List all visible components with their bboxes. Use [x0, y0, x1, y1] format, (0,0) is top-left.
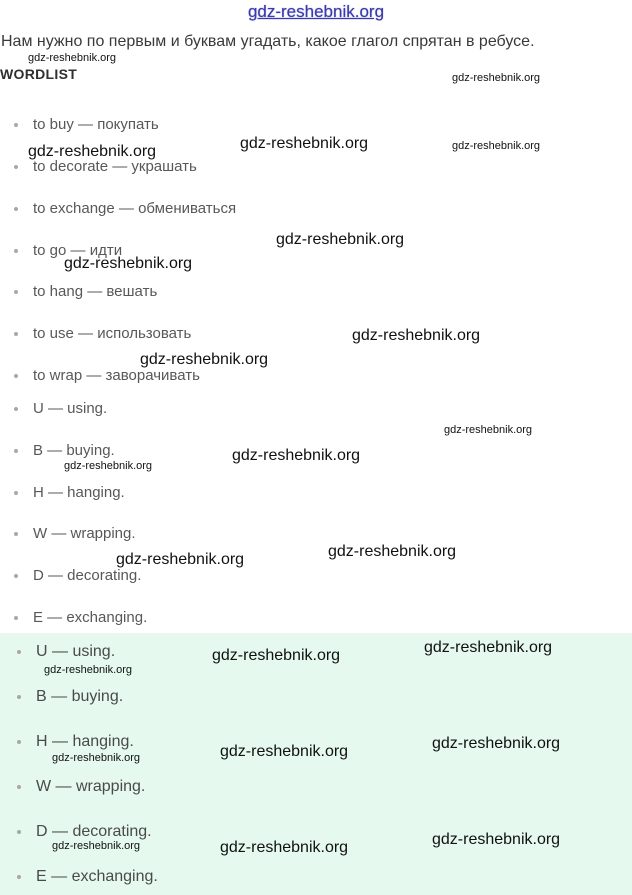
- bullet-icon: [17, 650, 21, 654]
- watermark: gdz-reshebnik.org: [432, 735, 561, 752]
- letter-item-text: U — using.: [33, 400, 108, 417]
- task-instruction: Нам нужно по первым и буквам угадать, какое глагол спрятан в ребусе.: [1, 33, 535, 50]
- wordlist-item: [14, 367, 200, 384]
- answer-item: [17, 868, 158, 886]
- answer-item: [17, 733, 134, 751]
- letter-item: [14, 484, 125, 501]
- watermark: gdz-reshebnik.org: [328, 543, 457, 560]
- site-header-link[interactable]: gdz-reshebnik.org: [247, 2, 385, 21]
- watermark: gdz-reshebnik.org: [232, 447, 361, 464]
- answer-item-text: E — exchanging.: [36, 868, 158, 885]
- letter-item: [14, 442, 115, 459]
- watermark: gdz-reshebnik.org: [52, 840, 141, 852]
- bullet-icon: [14, 332, 18, 336]
- watermark: gdz-reshebnik.org: [240, 135, 369, 152]
- answer-item-text: B — buying.: [36, 688, 124, 705]
- wordlist-item-text: to use — использовать: [33, 325, 192, 342]
- watermark: gdz-reshebnik.org: [44, 664, 133, 676]
- bullet-icon: [14, 407, 18, 411]
- letter-item: [14, 567, 141, 584]
- bullet-icon: [14, 207, 18, 211]
- wordlist-item-text: to exchange — обмениваться: [33, 200, 237, 217]
- letter-item-text: W — wrapping.: [33, 525, 136, 542]
- wordlist-item-text: to hang — вешать: [33, 283, 158, 300]
- bullet-icon: [14, 374, 18, 378]
- answer-item: [17, 778, 145, 796]
- watermark: gdz-reshebnik.org: [424, 639, 553, 656]
- letter-item: [14, 609, 147, 626]
- letter-item-text: B — buying.: [33, 442, 115, 459]
- bullet-icon: [14, 123, 18, 127]
- bullet-icon: [14, 616, 18, 620]
- watermark: gdz-reshebnik.org: [276, 231, 405, 248]
- wordlist-item: [14, 200, 236, 217]
- watermark: gdz-reshebnik.org: [116, 551, 245, 568]
- answer-item: [17, 643, 115, 661]
- watermark: gdz-reshebnik.org: [28, 52, 117, 64]
- watermark: gdz-reshebnik.org: [64, 255, 193, 272]
- watermark: gdz-reshebnik.org: [452, 140, 541, 152]
- bullet-icon: [17, 830, 21, 834]
- answer-item: [17, 823, 152, 841]
- bullet-icon: [14, 249, 18, 253]
- wordlist-item: [14, 325, 191, 342]
- bullet-icon: [14, 491, 18, 495]
- bullet-icon: [14, 290, 18, 294]
- answer-item: [17, 688, 123, 706]
- bullet-icon: [14, 165, 18, 169]
- wordlist-item-text: to wrap — заворачивать: [33, 367, 200, 384]
- bullet-icon: [17, 875, 21, 879]
- wordlist-item-text: to decorate — украшать: [33, 158, 197, 175]
- watermark: gdz-reshebnik.org: [212, 647, 341, 664]
- answer-item-text: H — hanging.: [36, 733, 134, 750]
- watermark: gdz-reshebnik.org: [444, 424, 533, 436]
- wordlist-item-text: to go — идти: [33, 242, 123, 259]
- wordlist-item: [14, 116, 159, 133]
- bullet-icon: [17, 740, 21, 744]
- bullet-icon: [14, 449, 18, 453]
- bullet-icon: [17, 785, 21, 789]
- watermark: gdz-reshebnik.org: [28, 143, 157, 160]
- answer-item-text: W — wrapping.: [36, 778, 146, 795]
- answer-item-text: U — using.: [36, 643, 116, 660]
- watermark: gdz-reshebnik.org: [140, 351, 269, 368]
- watermark: gdz-reshebnik.org: [432, 831, 561, 848]
- watermark: gdz-reshebnik.org: [352, 327, 481, 344]
- letter-item-text: H — hanging.: [33, 484, 125, 501]
- bullet-icon: [17, 695, 21, 699]
- letter-item: [14, 400, 107, 417]
- watermark: gdz-reshebnik.org: [220, 743, 349, 760]
- letter-item-text: E — exchanging.: [33, 609, 148, 626]
- letter-item: [14, 525, 136, 542]
- wordlist-item-text: to buy — покупать: [33, 116, 159, 133]
- answer-item-text: D — decorating.: [36, 823, 152, 840]
- watermark: gdz-reshebnik.org: [220, 839, 349, 856]
- watermark: gdz-reshebnik.org: [452, 72, 541, 84]
- wordlist-item: [14, 283, 157, 300]
- bullet-icon: [14, 532, 18, 536]
- watermark: gdz-reshebnik.org: [64, 460, 153, 472]
- letter-item-text: D — decorating.: [33, 567, 142, 584]
- wordlist-title: WORDLIST: [0, 66, 78, 82]
- bullet-icon: [14, 574, 18, 578]
- watermark: gdz-reshebnik.org: [52, 752, 141, 764]
